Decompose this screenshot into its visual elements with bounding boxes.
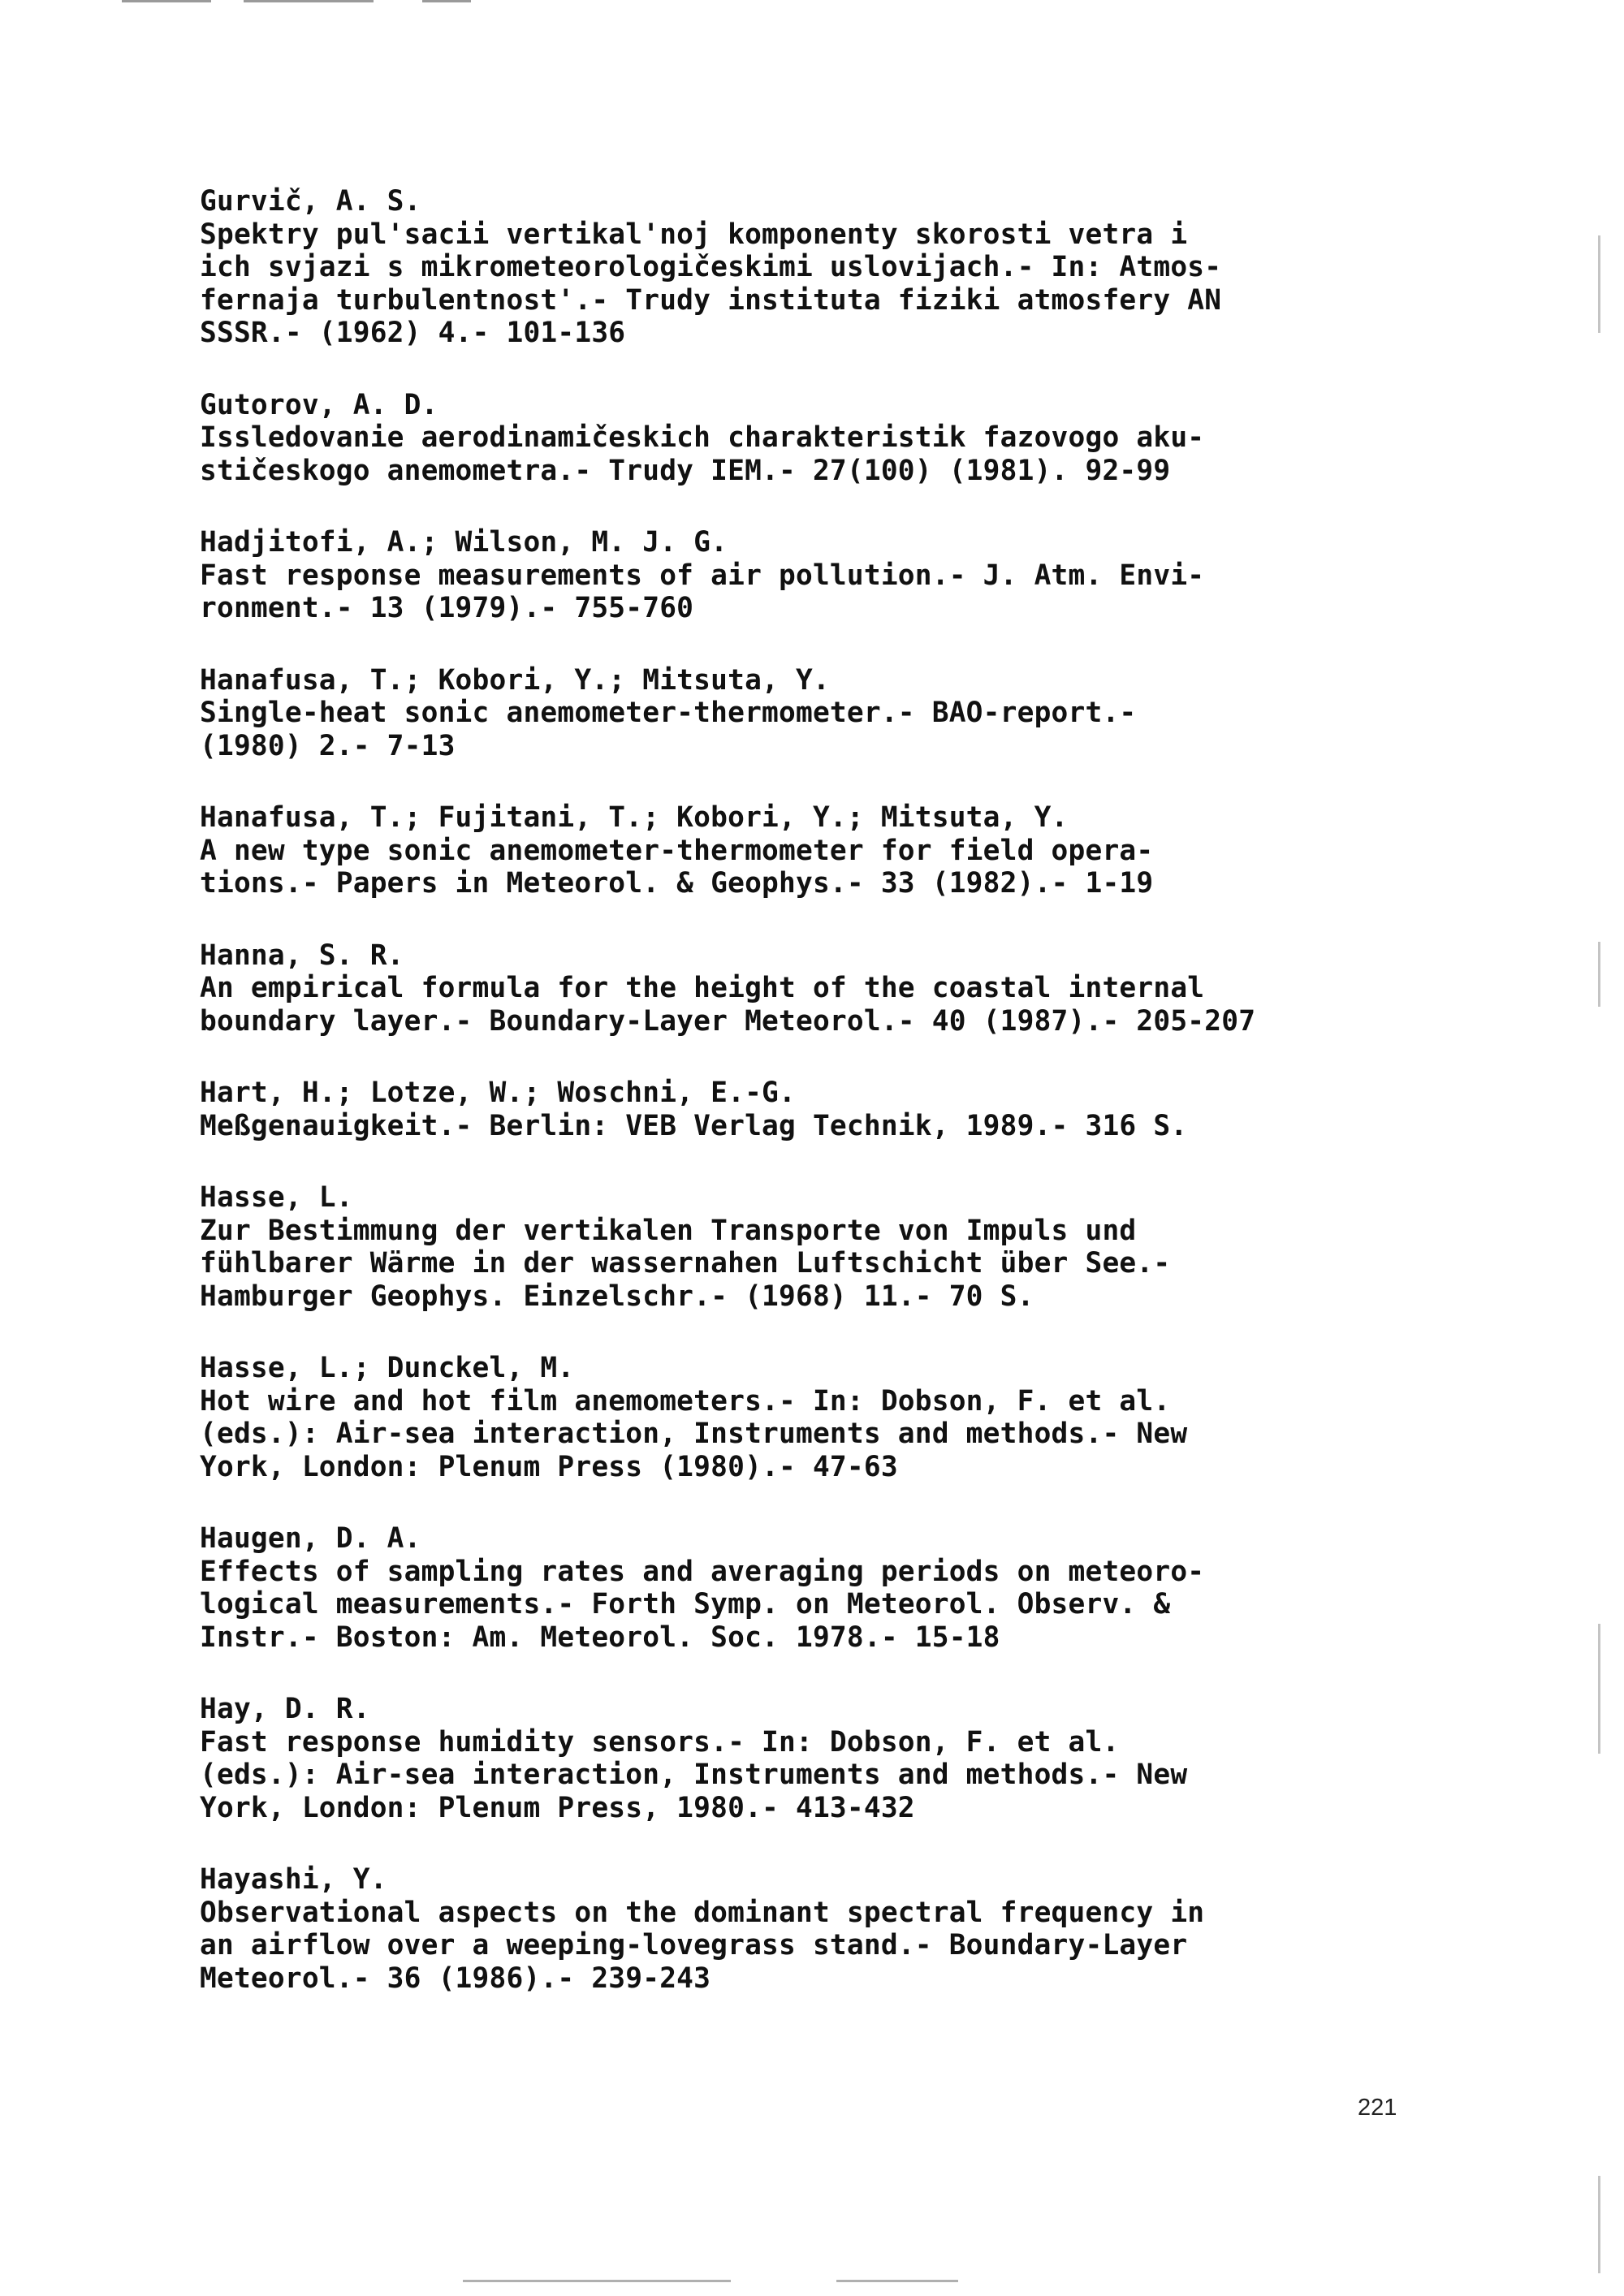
reference-entry — [200, 1863, 1418, 1995]
reference-text-line: (1980) 2.- 7-13 — [200, 729, 456, 762]
reference-text-line: An empirical formula for the height of the coastal internal — [200, 972, 1205, 1004]
reference-text-line: logical measurements.- Forth Symp. on Meteorol. Observ. & — [200, 1588, 1171, 1621]
reference-text-line: boundary layer.- Boundary-Layer Meteorol.- 40 (1987).- 205-207 — [200, 1004, 1256, 1038]
reference-entry — [200, 389, 1418, 488]
reference-text-line: Hot wire and hot film anemometers.- In: Dobson, F. et al. — [200, 1384, 1171, 1418]
reference-text-line: SSSR.- (1962) 4.- 101-136 — [200, 317, 626, 349]
reference-text-line: Meßgenauigkeit.- Berlin: VEB Verlag Technik, 1989.- 316 S. — [200, 1109, 1188, 1142]
reference-text-line: tions.- Papers in Meteorol. & Geophys.- 33 (1982).- 1-19 — [200, 867, 1154, 900]
scan-edge-mark — [1598, 2176, 1600, 2273]
reference-authors: Hasse, L.; Dunckel, M. — [200, 1352, 575, 1384]
reference-entry — [200, 939, 1418, 1038]
reference-text-line: Issledovanie aerodinamičeskich charakteristik fazovogo aku- — [200, 421, 1205, 454]
reference-authors: Hasse, L. — [200, 1181, 353, 1214]
reference-text-line: York, London: Plenum Press, 1980.- 413-432 — [200, 1791, 915, 1824]
reference-text-line: Fast response measurements of air pollution.- J. Atm. Envi- — [200, 559, 1205, 592]
reference-text-line: Spektry pul'sacii vertikal'noj komponenty skorosti vetra i — [200, 218, 1188, 251]
reference-text-line: stičeskogo anemometra.- Trudy IEM.- 27(100) (1981). 92-99 — [200, 454, 1171, 487]
reference-text-line: an airflow over a weeping-lovegrass stand.- Boundary-Layer — [200, 1929, 1188, 1962]
reference-entry — [200, 185, 1418, 350]
reference-text-line: (eds.): Air-sea interaction, Instruments and methods.- New — [200, 1759, 1188, 1791]
reference-text-line: Single-heat sonic anemometer-thermometer.- BAO-report.- — [200, 697, 1137, 729]
reference-entry — [200, 801, 1418, 900]
reference-entry — [200, 526, 1418, 625]
reference-entry — [200, 1181, 1418, 1313]
reference-authors: Hay, D. R. — [200, 1693, 370, 1725]
page-number: 221 — [1358, 2095, 1397, 2121]
reference-authors: Hadjitofi, A.; Wilson, M. J. G. — [200, 526, 728, 559]
reference-authors: Gurvič, A. S. — [200, 185, 421, 218]
reference-authors: Hanna, S. R. — [200, 939, 404, 972]
reference-authors: Hanafusa, T.; Kobori, Y.; Mitsuta, Y. — [200, 663, 830, 697]
reference-text-line: Hamburger Geophys. Einzelschr.- (1968) 11.- 70 S. — [200, 1280, 1034, 1313]
scan-edge-mark — [422, 0, 471, 2]
reference-entry — [200, 1077, 1418, 1142]
reference-text-line: (eds.): Air-sea interaction, Instruments and methods.- New — [200, 1418, 1188, 1450]
reference-text-line: Zur Bestimmung der vertikalen Transporte von Impuls und — [200, 1214, 1137, 1247]
reference-entry — [200, 1352, 1418, 1483]
reference-authors: Hayashi, Y. — [200, 1863, 387, 1896]
reference-authors: Gutorov, A. D. — [200, 388, 438, 421]
reference-text-line: ronment.- 13 (1979).- 755-760 — [200, 592, 694, 624]
reference-entry — [200, 1693, 1418, 1824]
reference-text-line: Effects of sampling rates and averaging periods on meteoro- — [200, 1555, 1205, 1588]
reference-text-line: fernaja turbulentnost'.- Trudy instituta fiziki atmosfery AN — [200, 283, 1222, 317]
reference-authors: Hanafusa, T.; Fujitani, T.; Kobori, Y.; Mitsuta, Y. — [200, 801, 1069, 834]
scan-edge-mark — [1598, 235, 1600, 333]
reference-text-line: ich svjazi s mikrometeorologičeskimi uslovijach.- In: Atmos- — [200, 251, 1222, 283]
reference-text-line: Fast response humidity sensors.- In: Dobson, F. et al. — [200, 1725, 1120, 1759]
reference-text-line: York, London: Plenum Press (1980).- 47-63 — [200, 1450, 898, 1483]
scan-edge-mark — [1598, 942, 1600, 1007]
reference-entry — [200, 664, 1418, 763]
reference-authors: Hart, H.; Lotze, W.; Woschni, E.-G. — [200, 1077, 796, 1109]
reference-text-line: Meteorol.- 36 (1986).- 239-243 — [200, 1962, 711, 1995]
scan-edge-mark — [122, 0, 211, 2]
reference-entry — [200, 1522, 1418, 1654]
scan-edge-mark — [244, 0, 374, 2]
reference-authors: Haugen, D. A. — [200, 1522, 421, 1555]
scan-edge-mark — [836, 2280, 958, 2282]
reference-text-line: fühlbarer Wärme in der wassernahen Luftschicht über See.- — [200, 1247, 1171, 1280]
reference-text-line: A new type sonic anemometer-thermometer for field opera- — [200, 834, 1154, 867]
reference-text-line: Observational aspects on the dominant spectral frequency in — [200, 1896, 1205, 1929]
scan-edge-mark — [1598, 1624, 1600, 1754]
reference-text-line: Instr.- Boston: Am. Meteorol. Soc. 1978.- 15-18 — [200, 1621, 1000, 1654]
reference-list — [200, 185, 1418, 2034]
scan-edge-mark — [463, 2280, 731, 2282]
